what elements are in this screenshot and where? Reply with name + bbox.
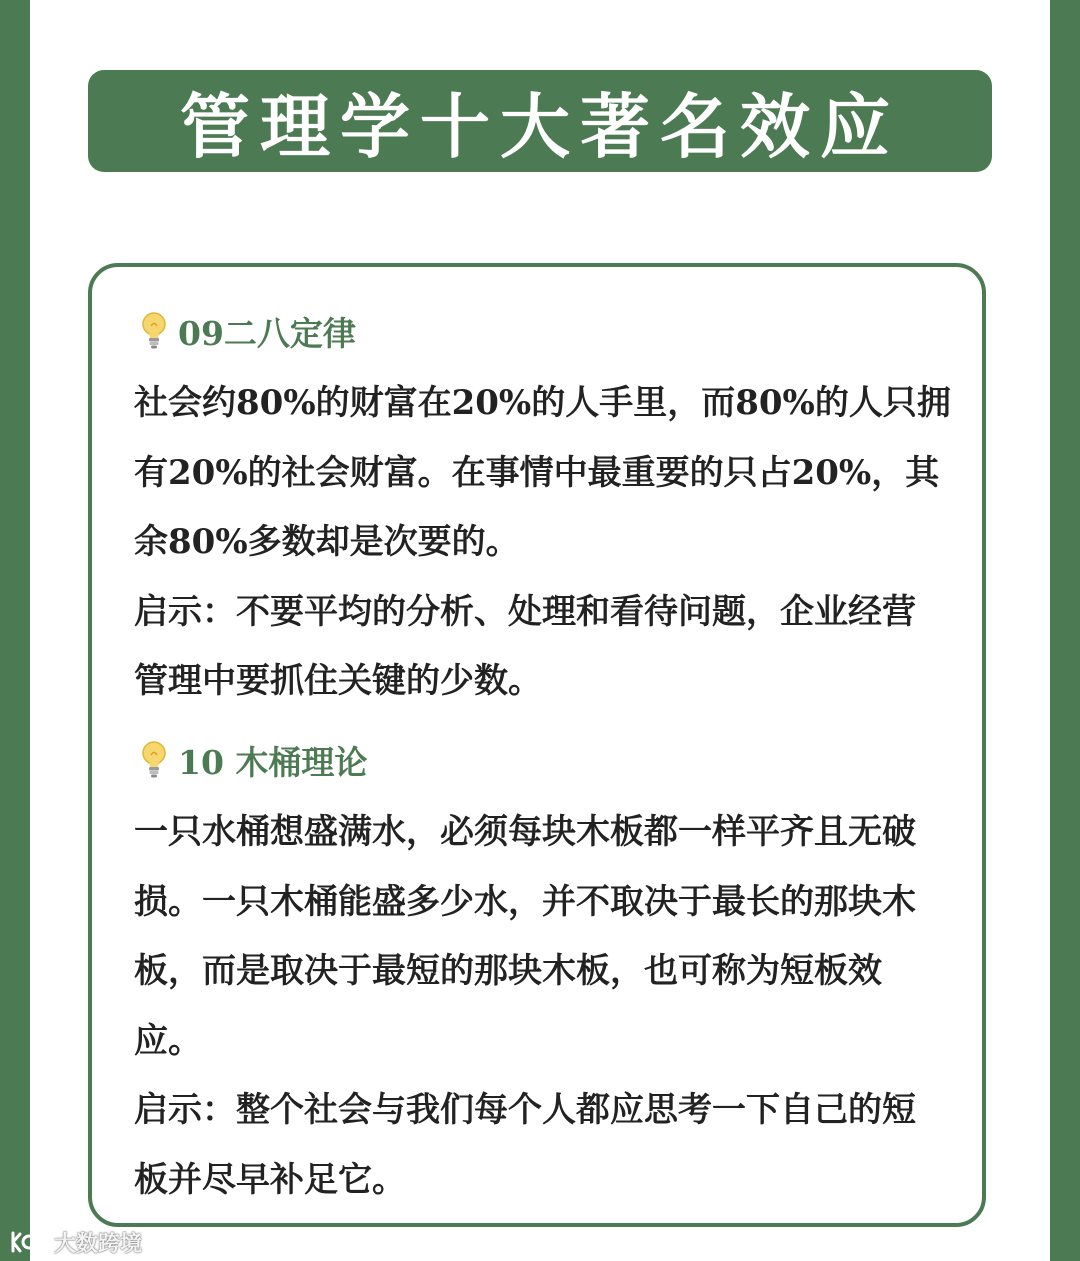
section-heading bbox=[140, 736, 367, 784]
section-title: 09二八定律 bbox=[178, 313, 356, 353]
watermark-text: 大数跨境 bbox=[54, 1231, 143, 1257]
page-title: 管理学十大著名效应 bbox=[180, 84, 900, 168]
lightbulb-icon bbox=[140, 740, 168, 780]
title-banner bbox=[88, 70, 992, 172]
body-line: 损。一只木桶能盛多少水，并不取决于最长的那块木 bbox=[134, 881, 916, 922]
section-body bbox=[134, 369, 964, 717]
insight-line: 启示：不要平均的分析、处理和看待问题，企业经营 bbox=[134, 591, 916, 632]
right-border-bar bbox=[1050, 0, 1080, 1261]
body-line: 余80%多数却是次要的。 bbox=[134, 522, 520, 562]
insight-line: 板并尽早补足它。 bbox=[134, 1159, 406, 1200]
left-border-bar bbox=[0, 0, 30, 1261]
section-title: 10 木桶理论 bbox=[178, 742, 368, 782]
insight-line: 启示：整个社会与我们每个人都应思考一下自己的短 bbox=[134, 1090, 916, 1130]
body-line: 应。 bbox=[134, 1020, 202, 1061]
lightbulb-icon bbox=[140, 311, 168, 351]
section-heading bbox=[140, 307, 356, 355]
body-line: 一只水桶想盛满水，必须每块木板都一样平齐且无破 bbox=[134, 812, 916, 852]
body-line: 社会约80%的财富在20%的人手里，而80%的人只拥 bbox=[134, 383, 951, 423]
body-line: 有20%的社会财富。在事情中最重要的只占20%，其 bbox=[134, 452, 940, 493]
body-line: 板，而是取决于最短的那块木板，也可称为短板效 bbox=[134, 951, 882, 991]
insight-line: 管理中要抓住关键的少数。 bbox=[134, 661, 542, 701]
watermark-logo-icon bbox=[10, 1229, 48, 1255]
watermark bbox=[10, 1227, 142, 1257]
section-body bbox=[134, 798, 964, 1215]
content-card bbox=[88, 263, 986, 1227]
